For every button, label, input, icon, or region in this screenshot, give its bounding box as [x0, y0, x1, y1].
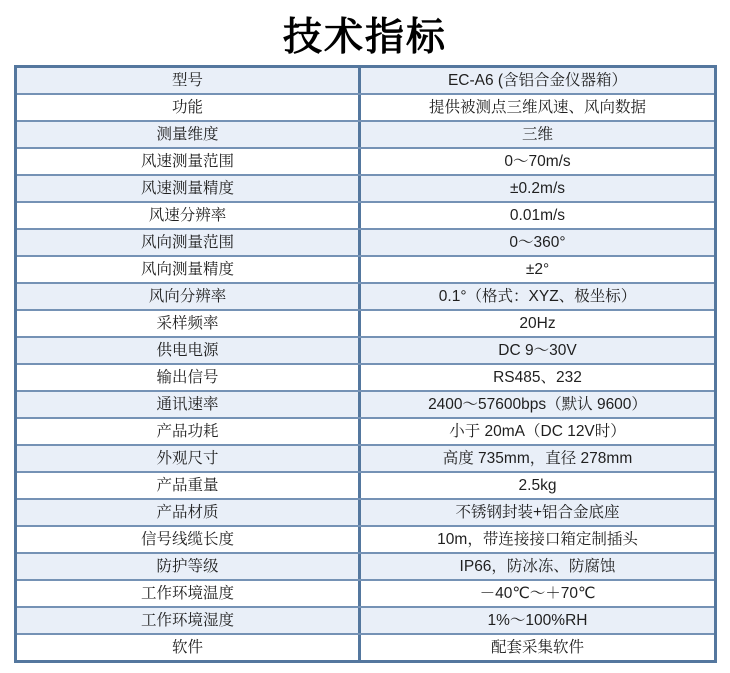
- spec-label-cell: 产品重量: [17, 473, 361, 498]
- spec-value-cell: 不锈钢封装+铝合金底座: [455, 503, 620, 521]
- spec-label-cell: 风速测量精度: [17, 176, 361, 201]
- table-row: [17, 147, 714, 174]
- spec-label-cell: 功能: [17, 95, 361, 120]
- spec-value-cell: －40℃～＋70℃: [479, 584, 596, 602]
- spec-label-cell: 风速测量范围: [17, 149, 361, 174]
- spec-label-cell: 风向测量范围: [17, 230, 361, 255]
- spec-label-cell: 风向分辨率: [17, 284, 361, 309]
- table-row: [17, 471, 714, 498]
- table-row: [17, 525, 714, 552]
- spec-label-cell: 风速分辨率: [17, 203, 361, 228]
- table-row: [17, 120, 714, 147]
- spec-value-cell: 0.1°（格式：XYZ、极坐标）: [438, 287, 637, 305]
- spec-value-cell: 2.5kg: [518, 476, 557, 494]
- spec-value-cell: 0～70m/s: [504, 152, 571, 170]
- table-row: [17, 201, 714, 228]
- spec-label-cell: 产品功耗: [17, 419, 361, 444]
- spec-label-cell: 工作环境湿度: [17, 608, 361, 633]
- spec-value-cell: 配套采集软件: [490, 638, 584, 656]
- table-row: [17, 552, 714, 579]
- table-row: [17, 255, 714, 282]
- spec-label-cell: 采样频率: [17, 311, 361, 336]
- table-row: [17, 606, 714, 633]
- spec-label-cell: 测量维度: [17, 122, 361, 147]
- spec-value-cell: 0.01m/s: [509, 206, 566, 224]
- spec-value-cell: 2400～57600bps（默认 9600）: [428, 395, 647, 413]
- spec-value-cell: 0～360°: [509, 233, 566, 251]
- table-row: [17, 498, 714, 525]
- spec-value-cell: 20Hz: [519, 314, 556, 332]
- spec-value-cell: IP66，防冰冻、防腐蚀: [459, 557, 616, 575]
- table-row: [17, 93, 714, 120]
- spec-value-cell: 高度 735mm，直径 278mm: [442, 449, 633, 467]
- spec-value-cell: DC 9～30V: [498, 341, 577, 359]
- table-row: [17, 174, 714, 201]
- table-row: [17, 68, 714, 93]
- table-row: [17, 444, 714, 471]
- spec-label-cell: 通讯速率: [17, 392, 361, 417]
- spec-label-cell: 产品材质: [17, 500, 361, 525]
- spec-label-cell: 软件: [17, 635, 361, 660]
- table-row: [17, 633, 714, 660]
- spec-value-cell: 1%～100%RH: [487, 611, 588, 629]
- table-row: [17, 363, 714, 390]
- table-row: [17, 282, 714, 309]
- spec-label-cell: 输出信号: [17, 365, 361, 390]
- spec-table: [14, 65, 717, 663]
- spec-value-cell: 提供被测点三维风速、风向数据: [428, 98, 646, 116]
- page-title: 技术指标: [282, 16, 447, 59]
- spec-label-cell: 信号线缆长度: [17, 527, 361, 552]
- table-row: [17, 309, 714, 336]
- spec-value-cell: EC-A6 (含铝合金仪器箱）: [447, 71, 628, 89]
- spec-value-cell: 三维: [521, 125, 553, 143]
- spec-label-cell: 型号: [17, 68, 361, 93]
- table-row: [17, 390, 714, 417]
- spec-label-cell: 风向测量精度: [17, 257, 361, 282]
- spec-value-cell: ±2°: [525, 260, 550, 278]
- spec-label-cell: 供电电源: [17, 338, 361, 363]
- spec-label-cell: 外观尺寸: [17, 446, 361, 471]
- spec-value-cell: 小于 20mA（DC 12V时）: [449, 422, 626, 440]
- table-row: [17, 417, 714, 444]
- spec-label-cell: 防护等级: [17, 554, 361, 579]
- table-row: [17, 336, 714, 363]
- spec-label-cell: 工作环境温度: [17, 581, 361, 606]
- table-row: [17, 579, 714, 606]
- spec-value-cell: RS485、232: [493, 368, 582, 386]
- table-row: [17, 228, 714, 255]
- spec-value-cell: 10m，带连接接口箱定制插头: [437, 530, 638, 548]
- spec-value-cell: ±0.2m/s: [509, 179, 566, 197]
